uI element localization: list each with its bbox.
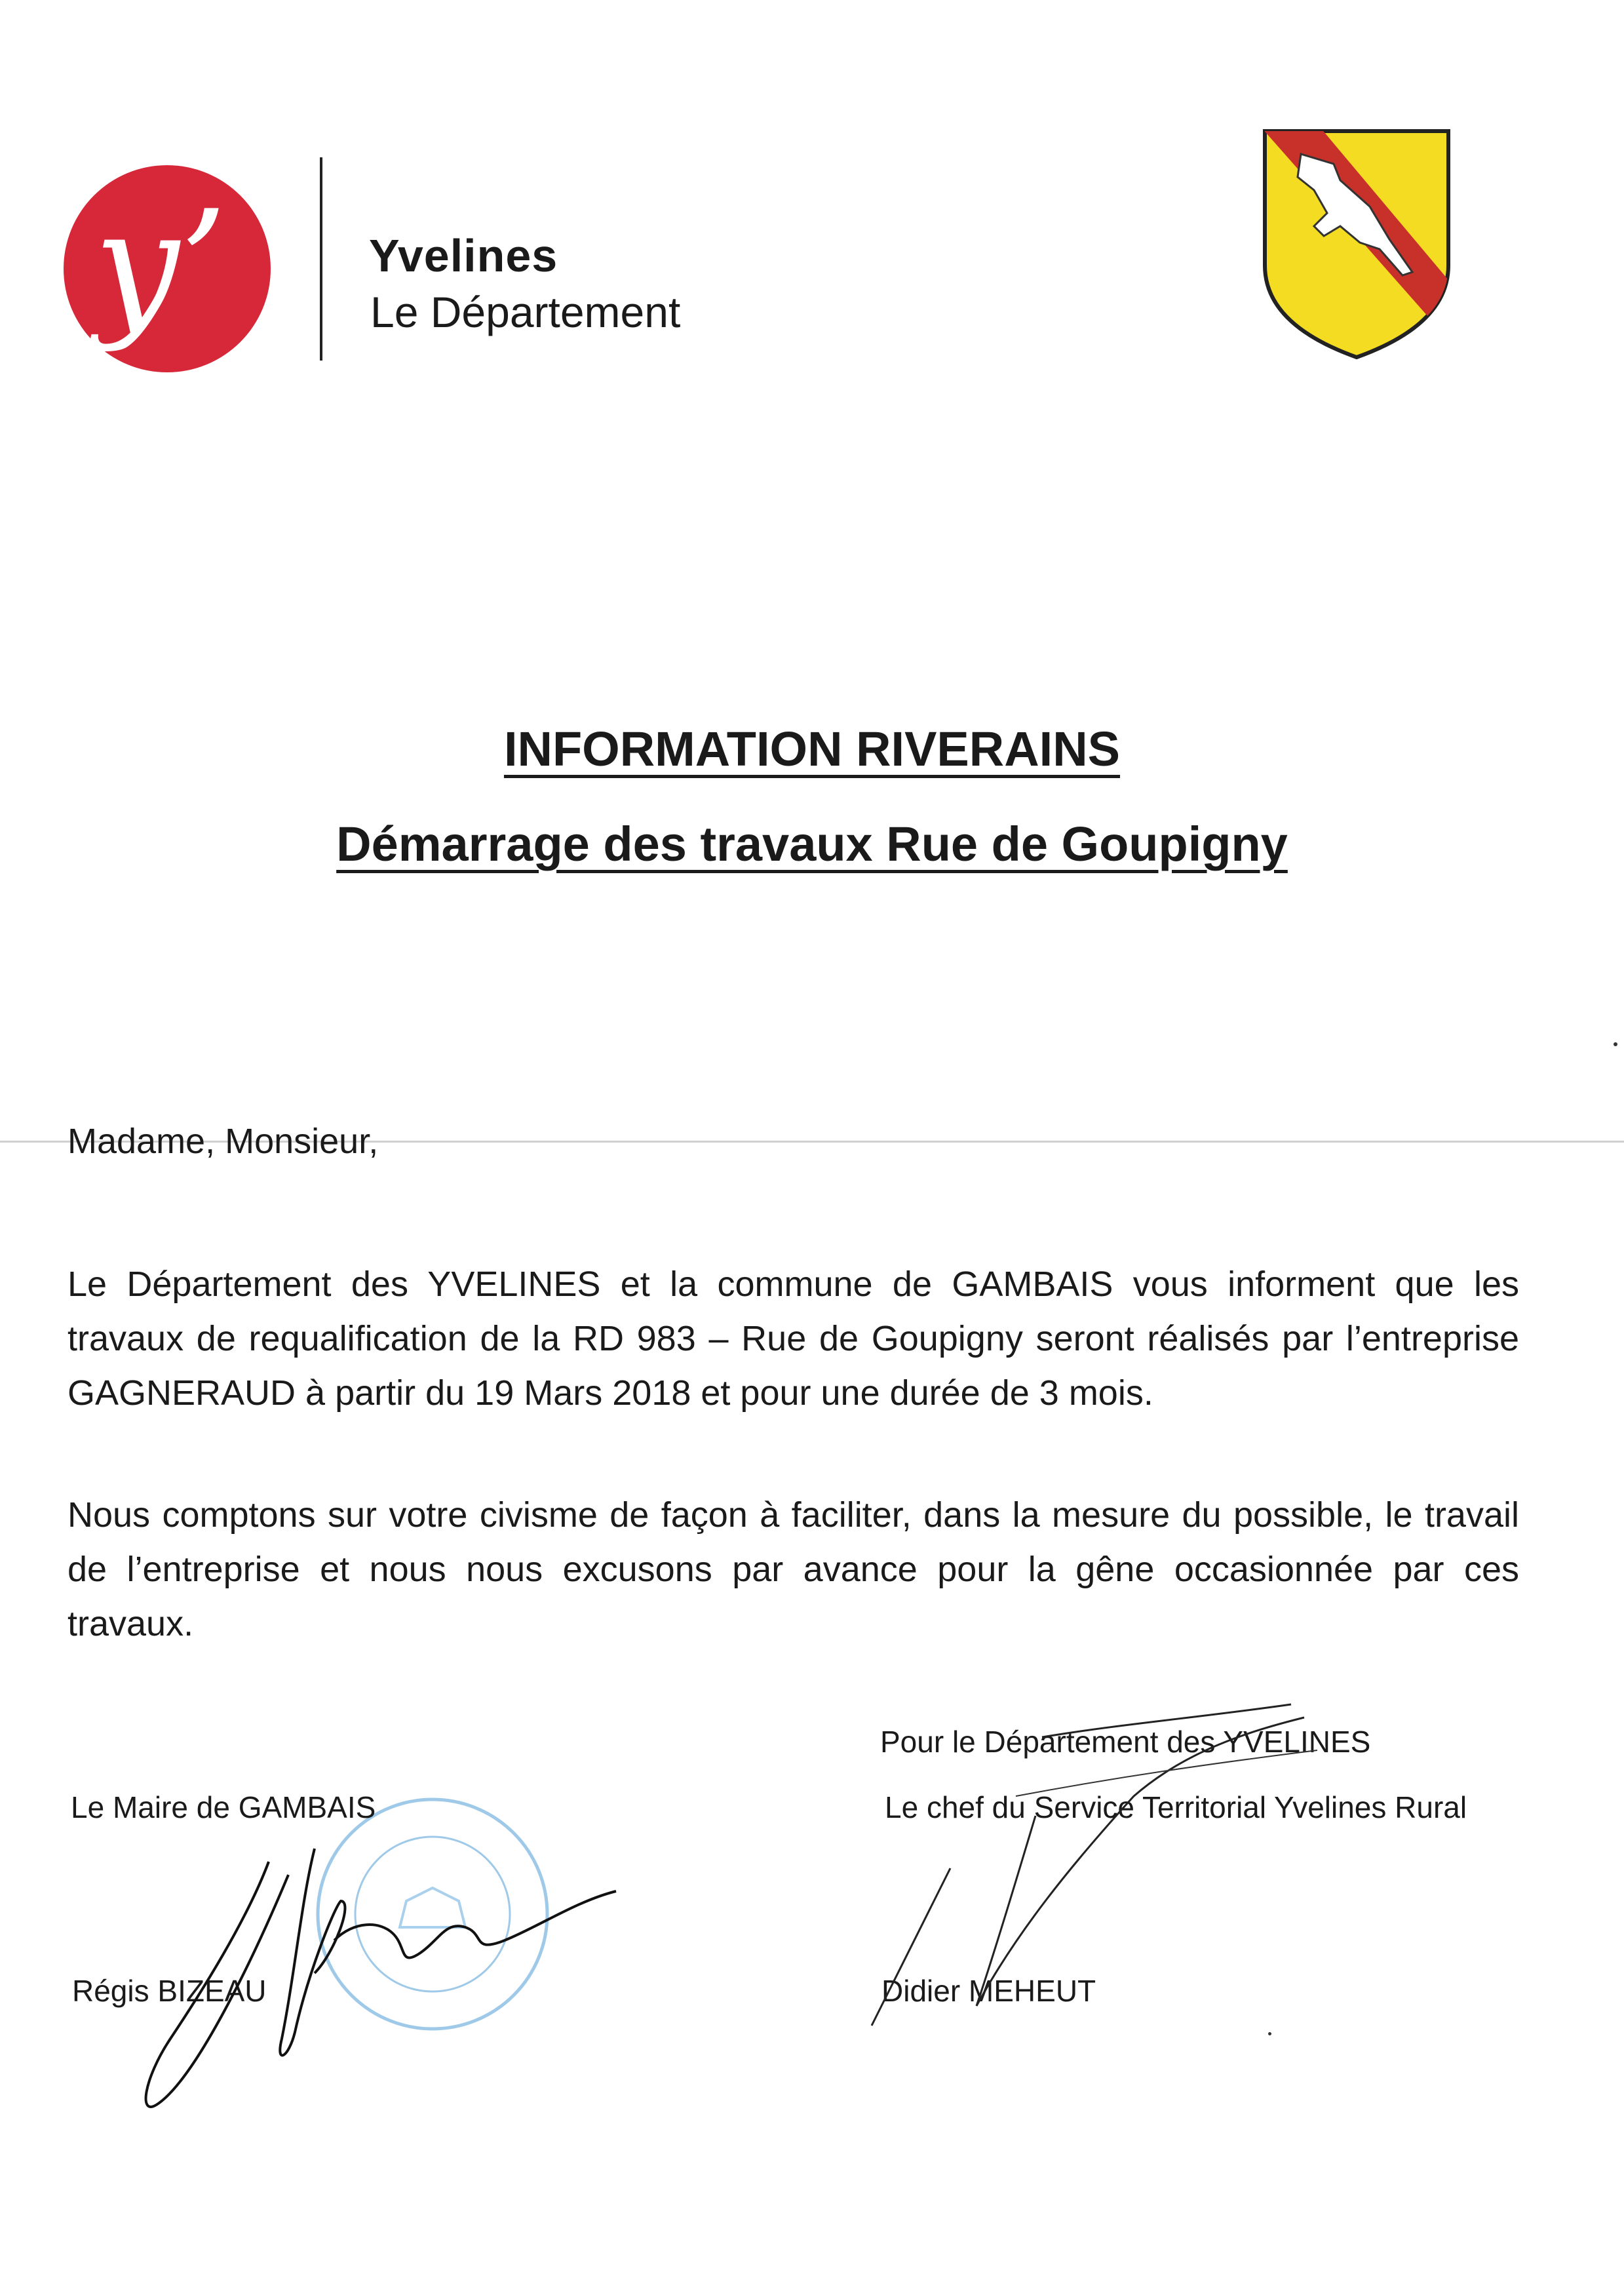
- body-paragraph-2: Nous comptons sur votre civisme de façon à faciliter, dans la mesure du possible, le travail de l’entreprise et nous nous excusons par avance pour la gêne occasionnée par ces travaux.: [68, 1495, 1519, 1643]
- document-title: INFORMATION RIVERAINS: [503, 722, 1121, 776]
- yvelines-logo-icon: [62, 164, 272, 374]
- brand-subtitle: Le Département: [370, 288, 681, 336]
- coat-of-arms-icon: [1262, 128, 1452, 361]
- body-paragraph-1: Le Département des YVELINES et la commune de GAMBAIS vous informent que les travaux de requalification de la RD 983 – Rue de Goupigny seront réalisés par l’entreprise GAGNERAUD à partir du 19 Mars 2018 et pour une durée de 3 mois.: [68, 1265, 1519, 1413]
- mayor-title: Le Maire de GAMBAIS: [71, 1790, 376, 1824]
- department-signatory-name: Didier MEHEUT: [881, 1974, 1096, 2008]
- scan-speck: [1614, 1042, 1617, 1046]
- brand-name: Yvelines: [369, 230, 558, 281]
- mayor-name: Régis BIZEAU: [72, 1974, 267, 2008]
- department-line-2: Le chef du Service Territorial Yvelines Rural: [885, 1790, 1467, 1824]
- document-subtitle: Démarrage des travaux Rue de Goupigny: [336, 817, 1288, 871]
- header-divider: [320, 157, 322, 361]
- mayor-signature: [118, 1822, 629, 2137]
- department-signature: [845, 1698, 1344, 2065]
- greeting: Madame, Monsieur,: [68, 1122, 379, 1161]
- scan-speck: [1268, 2032, 1271, 2035]
- department-line-1: Pour le Département des YVELINES: [880, 1725, 1371, 1759]
- logo-text: y’: [94, 179, 227, 354]
